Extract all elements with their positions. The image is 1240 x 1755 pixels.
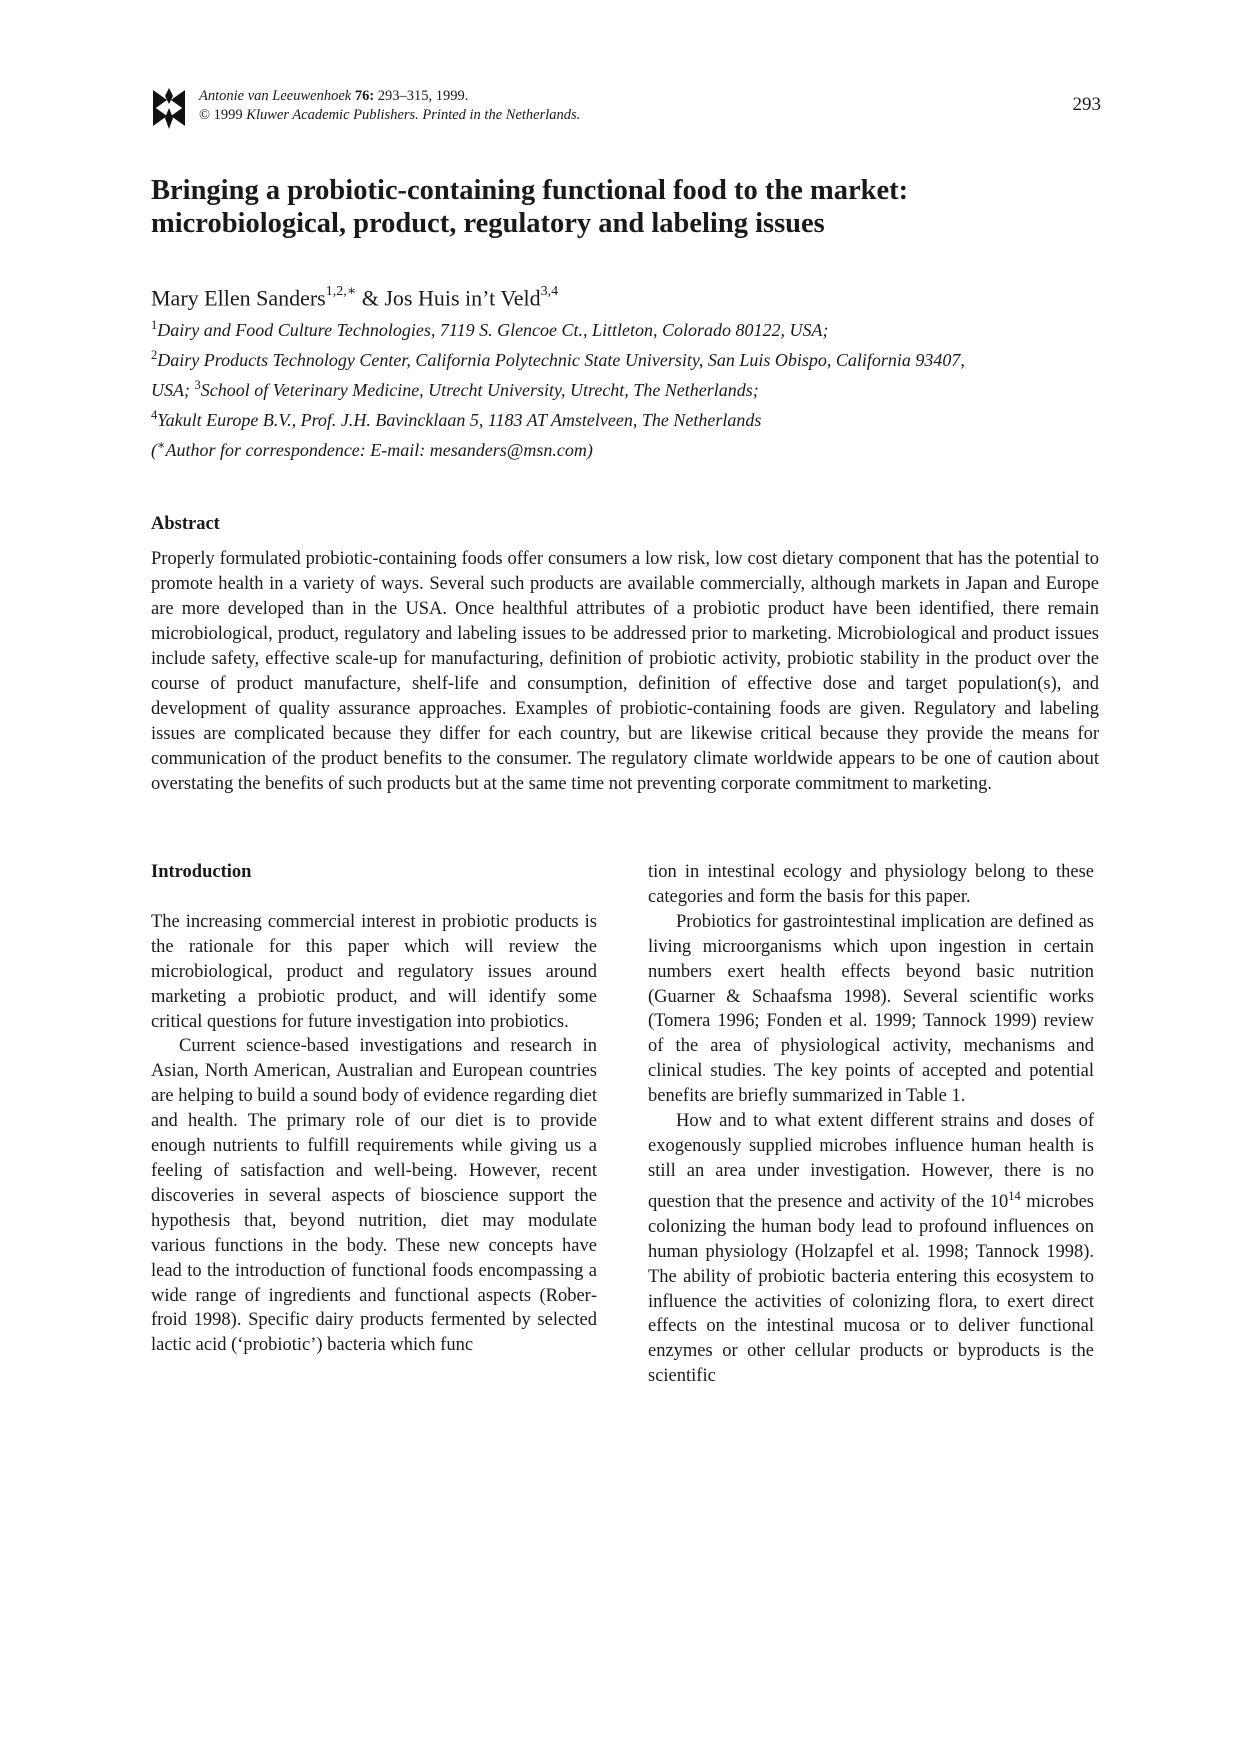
introduction-heading: Introduction bbox=[151, 862, 252, 882]
author-connector: & bbox=[361, 285, 379, 311]
paper-title bbox=[151, 174, 1101, 240]
author-list bbox=[151, 285, 558, 311]
author-1-name: Mary Ellen Sanders bbox=[151, 285, 326, 311]
author-2-name: Jos Huis in’t Veld bbox=[384, 285, 541, 311]
affiliation-1-text: Dairy and Food Culture Technologies, 7119 S. Glencoe Ct., Littleton, Colorado 80122, USA; bbox=[157, 320, 829, 340]
affiliation-1-mark: 1 bbox=[151, 318, 158, 332]
title-line-2: microbiological, product, regulatory and labeling issues bbox=[151, 208, 825, 239]
left-column bbox=[151, 860, 597, 1358]
intro-paragraph-4: Probiotics for gastrointestinal implication are defined as living microorganisms which upon ingestion in certain numbers exert health effects beyond basic nutrition (Guarner & Schaafsma 1998). Several scientific works (Tomera 1996; Fonden et al. 1999; Tannock 1999) review of the area of physiological activity, mechanisms and clinical studies. The key points of accepted and potential benefits are briefly summarized in Table 1. bbox=[648, 911, 1094, 1107]
publisher-name: Kluwer Academic Publishers. Printed in the Netherlands. bbox=[246, 107, 581, 123]
affiliation-2-3 bbox=[151, 373, 1101, 403]
journal-volume: 76: bbox=[354, 88, 375, 104]
correspondence-text: Author for correspondence: E-mail: mesanders@msn.com) bbox=[165, 440, 593, 460]
affiliation-3-text: School of Veterinary Medicine, Utrecht University, Utrecht, The Netherlands; bbox=[200, 380, 759, 400]
exponent-14: 14 bbox=[1008, 1188, 1021, 1203]
affiliation-2 bbox=[151, 343, 1101, 373]
affiliation-4-mark: 4 bbox=[151, 408, 158, 422]
page-header bbox=[151, 86, 1101, 136]
correspondence-open: ( bbox=[151, 440, 157, 460]
affiliation-4 bbox=[151, 403, 1101, 433]
intro-paragraph-3: tion in intestinal ecology and physiology belong to these categories and form the basis for this paper. bbox=[648, 862, 1094, 907]
intro-paragraph-5-end: microbes colonizing the human body lead to profound influences on human physiology (Holzapfel et al. 1998; Tannock 1998). The ability of probiotic bacteria entering this ecosystem to influence the activities of colonizing flora, to exert direct effects on the intestinal mucosa or to deliver functional enzymes or other cellular products or byproducts is the scientific bbox=[648, 1191, 1095, 1387]
journal-citation bbox=[199, 87, 580, 125]
affiliation-4-text: Yakult Europe B.V., Prof. J.H. Bavincklaan 5, 1183 AT Amstelveen, The Netherlands bbox=[157, 410, 762, 430]
publisher-logo-icon bbox=[151, 86, 187, 130]
abstract-heading: Abstract bbox=[151, 514, 220, 534]
intro-paragraph-5 bbox=[648, 1109, 1094, 1389]
journal-pages-year: 293–315, 1999. bbox=[377, 88, 469, 104]
affiliation-1 bbox=[151, 313, 1101, 343]
right-column bbox=[648, 860, 1094, 1389]
journal-name: Antonie van Leeuwenhoek bbox=[199, 88, 352, 104]
affiliations bbox=[151, 313, 1101, 463]
title-line-1: Bringing a probiotic-containing functional food to the market: bbox=[151, 175, 909, 206]
intro-paragraph-2: Current science-based investigations and research in Asian, North American, Australian and European countries are helping to build a sound body of evidence regarding diet and health. The primary role of our diet is to provide enough nutrients to fulfill requirements while giving us a feeling of satisfaction and well-being. However, recent discoveries in several aspects of bioscience support the hypothesis that, beyond nutrition, diet may modulate various functions in the body. These new concepts have lead to the introduction of functional foods encompassing a wide range of ingredients and functional aspects (Roberfroid 1998). Specific dairy products fermented by selected lactic acid (‘probiotic’) bacteria which func bbox=[151, 1036, 597, 1356]
correspondence-mark: ∗ bbox=[157, 438, 166, 452]
page-number: 293 bbox=[1072, 94, 1101, 115]
intro-paragraph-1: The increasing commercial interest in probiotic products is the rationale for this paper which will review the microbiological, product and regulatory issues around marketing a probiotic product, and will identify some critical questions for future investigation into probiotics. bbox=[151, 911, 597, 1032]
author-1-affiliation-marks: 1,2,∗ bbox=[325, 284, 357, 299]
affiliation-2-text-cont: USA; bbox=[151, 380, 190, 400]
affiliation-2-mark: 2 bbox=[151, 348, 158, 362]
correspondence bbox=[151, 433, 1101, 463]
affiliation-2-text: Dairy Products Technology Center, California Polytechnic State University, San Luis Obispo, California 93407, bbox=[157, 350, 965, 370]
abstract-text: Properly formulated probiotic-containing foods offer consumers a low risk, low cost dietary component that has the potential to promote health in a variety of ways. Several such products are available commercially, although markets in Japan and Europe are more developed than in the USA. Once healthful attributes of a probiotic product have been identified, there remain microbiological, product, regulatory and labeling issues to be addressed prior to marketing. Microbiological and product issues include safety, effective scale-up for manufacturing, definition of probiotic activity, probiotic stability in the product over the course of product manufacture, shelf-life and consumption, definition of effective dose and target population(s), and development of quality assurance approaches. Examples of probiotic-containing foods are given. Regulatory and labeling issues are complicated because they differ for each country, but are likewise critical because they provide the means for communication of the product benefits to the consumer. The regulatory climate worldwide appears to be one of caution about overstating the benefits of such products but at the same time not preventing corporate commitment to marketing. bbox=[151, 549, 1099, 794]
author-2-affiliation-marks: 3,4 bbox=[540, 284, 559, 299]
intro-paragraph-5-start: How and to what extent different strains and doses of exogenously supplied microbes influence human health is still an area under investigation. However, there is no question that the presence and activity of the 10 bbox=[648, 1111, 1094, 1212]
affiliation-3-mark: 3 bbox=[194, 378, 201, 392]
copyright-prefix: © 1999 bbox=[199, 107, 243, 123]
